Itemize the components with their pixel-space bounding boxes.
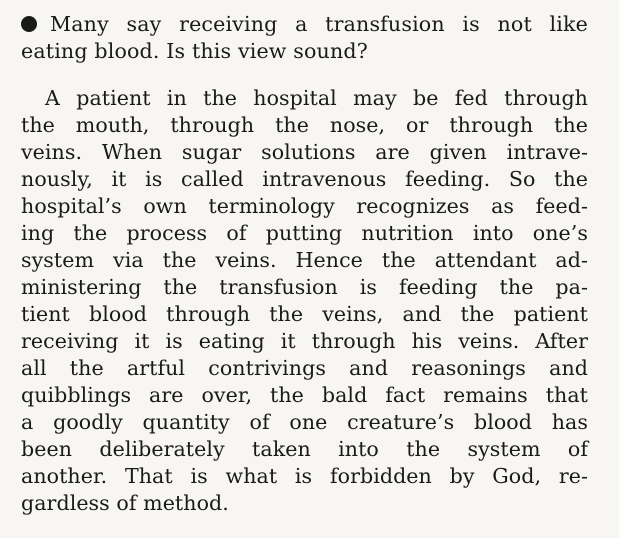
paragraph-line: quibblings are over, the bald fact remains that	[21, 383, 588, 407]
paragraph-line: ing the process of putting nutrition into one’s	[21, 221, 588, 245]
paragraph-line: system via the veins. Hence the attendant ad-	[21, 248, 588, 272]
question-line: eating blood. Is this view sound?	[21, 39, 368, 63]
paragraph-line: gardless of method.	[21, 491, 229, 515]
paragraph-line: all the artful contrivings and reasonings and	[21, 356, 588, 380]
paragraph-line: nously, it is called intravenous feeding. So the	[21, 167, 588, 191]
paragraph-line: A patient in the hospital may be fed through	[45, 86, 588, 110]
paragraph-line: ministering the transfusion is feeding the pa-	[21, 275, 588, 299]
paragraph-line: receiving it is eating it through his veins. After	[21, 329, 588, 353]
paragraph-line: the mouth, through the nose, or through the	[21, 113, 588, 137]
question-line: Many say receiving a transfusion is not like	[50, 12, 588, 36]
paragraph-line: veins. When sugar solutions are given intrave-	[21, 140, 588, 164]
paragraph-line: tient blood through the veins, and the patient	[21, 302, 588, 326]
paragraph-line: hospital’s own terminology recognizes as feed-	[21, 194, 588, 218]
paragraph-line: another. That is what is forbidden by God, re-	[21, 464, 588, 488]
paragraph-line: a goodly quantity of one creature’s blood has	[21, 410, 588, 434]
bullet-icon	[21, 16, 37, 32]
paragraph-line: been deliberately taken into the system of	[21, 437, 588, 461]
